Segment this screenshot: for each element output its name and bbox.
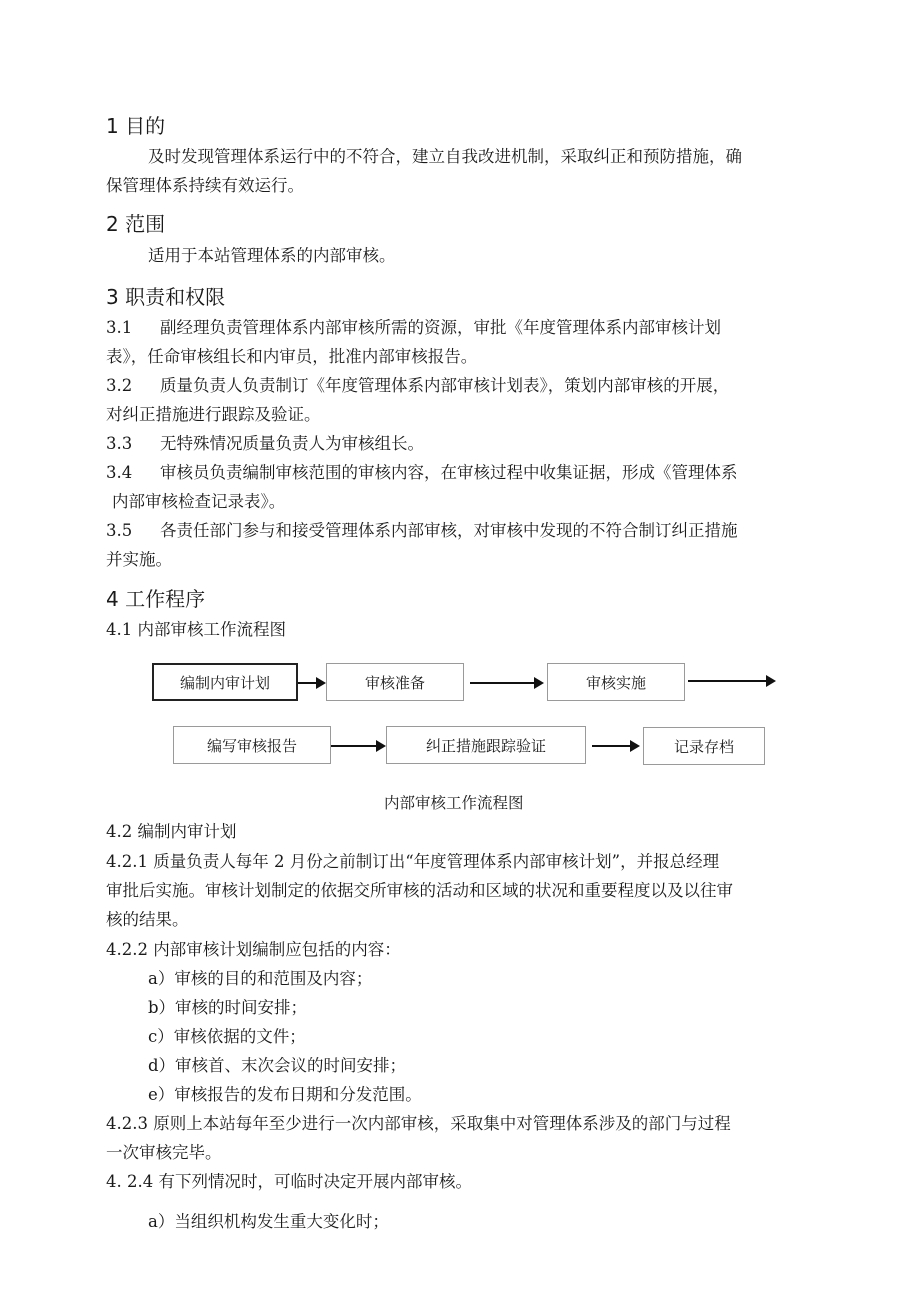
section-2-line-1: 适用于本站管理体系的内部审核。: [148, 246, 396, 265]
flow-arrow-4: [331, 745, 384, 747]
flow-arrow-5: [592, 745, 638, 747]
list-4-2-2-item-d: d）审核首、末次会议的时间安排；: [148, 1056, 407, 1075]
list-4-2-2-item-e: e）审核报告的发布日期和分发范围。: [148, 1085, 422, 1104]
flow-step-report: 编写审核报告: [173, 726, 331, 764]
para-4-2-2: 4.2.2 内部审核计划编制应包括的内容：: [106, 940, 401, 959]
para-4-2-1-line-2: 审批后实施。审核计划制定的依据交所审核的活动和区域的状况和重要程度以及以往审: [106, 881, 733, 900]
subsection-4-1-title: 4.1 内部审核工作流程图: [106, 620, 286, 639]
list-4-2-2-item-a: a）审核的目的和范围及内容；: [148, 969, 373, 988]
section-3-heading: 3 职责和权限: [106, 285, 226, 309]
para-4-2-1-line-1: 4.2.1 质量负责人每年 2 月份之前制订出“年度管理体系内部审核计划”，并报总经理: [106, 852, 720, 871]
item-3-3-number: 3.3: [106, 434, 133, 453]
flow-arrow-2: [470, 682, 542, 684]
item-3-5-number: 3.5: [106, 521, 133, 540]
subsection-4-2-title: 4.2 编制内审计划: [106, 822, 237, 841]
section-1-line-1: 及时发现管理体系运行中的不符合，建立自我改进机制，采取纠正和预防措施，确: [148, 147, 742, 166]
flow-step-prepare: 审核准备: [326, 663, 464, 701]
item-3-1-line-2: 表》，任命审核组长和内审员，批准内部审核报告。: [106, 347, 478, 366]
list-4-2-2-item-c: c）审核依据的文件；: [148, 1027, 306, 1046]
list-4-2-4-item-a: a）当组织机构发生重大变化时；: [148, 1212, 389, 1231]
item-3-4-line-1: 审核员负责编制审核范围的审核内容，在审核过程中收集证据，形成《管理体系: [160, 463, 738, 482]
flow-step-implement: 审核实施: [547, 663, 685, 701]
flow-chart-caption: 内部审核工作流程图: [384, 794, 524, 812]
flow-arrow-1: [298, 682, 324, 684]
item-3-1-number: 3.1: [106, 318, 133, 337]
item-3-5-line-1: 各责任部门参与和接受管理体系内部审核，对审核中发现的不符合制订纠正措施: [160, 521, 738, 540]
para-4-2-1-line-3: 核的结果。: [106, 910, 189, 929]
flow-arrow-3: [688, 680, 774, 682]
flow-step-corrective: 纠正措施跟踪验证: [386, 726, 586, 764]
item-3-2-number: 3.2: [106, 376, 133, 395]
para-4-2-3-line-2: 一次审核完毕。: [106, 1143, 222, 1162]
item-3-5-line-2: 并实施。: [106, 550, 172, 569]
para-4-2-4: 4. 2.4 有下列情况时，可临时决定开展内部审核。: [106, 1172, 472, 1191]
para-4-2-3-line-1: 4.2.3 原则上本站每年至少进行一次内部审核，采取集中对管理体系涉及的部门与过程: [106, 1114, 731, 1133]
item-3-4-line-2: 内部审核检查记录表》。: [112, 492, 286, 511]
section-1-heading: 1 目的: [106, 114, 166, 138]
flow-step-archive: 记录存档: [643, 727, 765, 765]
section-2-heading: 2 范围: [106, 212, 166, 236]
item-3-2-line-2: 对纠正措施进行跟踪及验证。: [106, 405, 321, 424]
item-3-3-line-1: 无特殊情况质量负责人为审核组长。: [160, 434, 424, 453]
section-4-heading: 4 工作程序: [106, 587, 206, 611]
item-3-1-line-1: 副经理负责管理体系内部审核所需的资源，审批《年度管理体系内部审核计划: [160, 318, 721, 337]
item-3-2-line-1: 质量负责人负责制订《年度管理体系内部审核计划表》，策划内部审核的开展，: [160, 376, 730, 395]
list-4-2-2-item-b: b）审核的时间安排；: [148, 998, 308, 1017]
section-1-line-2: 保管理体系持续有效运行。: [106, 176, 304, 195]
item-3-4-number: 3.4: [106, 463, 133, 482]
flow-step-plan: 编制内审计划: [152, 663, 298, 701]
